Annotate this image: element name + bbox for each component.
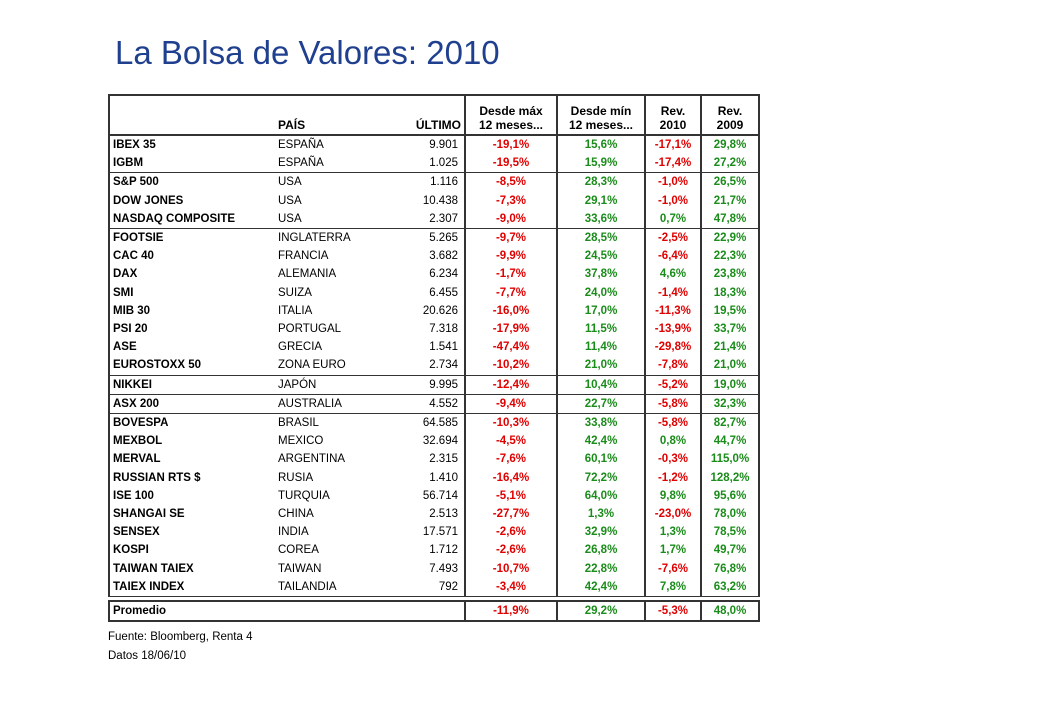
country-cell: TAILANDIA: [275, 578, 391, 597]
value-cell: -5,8%: [645, 414, 701, 433]
value-cell: 0,7%: [645, 210, 701, 229]
country-cell: USA: [278, 176, 302, 189]
table-row: [109, 320, 759, 338]
country-cell: USA: [275, 210, 391, 229]
value-cell: -16,4%: [465, 469, 557, 487]
footnotes: [108, 628, 252, 666]
last-value-cell: 2.513: [429, 508, 458, 521]
value-cell: 44,7%: [701, 432, 759, 450]
country-cell: BRASIL: [278, 417, 319, 430]
value-cell: 29,1%: [557, 192, 645, 210]
empty-cell: [275, 601, 391, 621]
table-row: [109, 469, 759, 487]
table-row: [109, 432, 759, 450]
table-row: [109, 375, 759, 394]
value-cell: -9,9%: [465, 247, 557, 265]
table-row: [109, 210, 759, 229]
table-row: [109, 394, 759, 413]
value-cell: 11,5%: [557, 320, 645, 338]
country-cell: TAIWAN: [278, 562, 322, 575]
value-cell: 22,9%: [701, 229, 759, 248]
index-name-cell: RUSSIAN RTS $: [109, 469, 275, 487]
value-cell: -8,5%: [465, 173, 557, 192]
value-cell: -10,2%: [465, 356, 557, 375]
value-cell: -19,5%: [465, 154, 557, 173]
last-value-cell: 4.552: [391, 394, 465, 413]
index-name-cell: PSI 20: [109, 320, 275, 338]
value-cell: -29,8%: [645, 338, 701, 356]
value-cell: -23,0%: [645, 505, 701, 523]
value-cell: -12,4%: [465, 375, 557, 394]
stock-index-table: [108, 94, 760, 622]
country-cell: SUIZA: [278, 286, 312, 299]
value-cell: 21,0%: [701, 356, 759, 375]
value-cell: 21,4%: [701, 338, 759, 356]
index-name-cell: SMI: [109, 284, 275, 302]
value-cell: 29,2%: [557, 601, 645, 621]
value-cell: 115,0%: [701, 450, 759, 468]
value-cell: 22,7%: [557, 394, 645, 413]
value-cell: 11,4%: [557, 338, 645, 356]
index-name-cell: ASE: [109, 338, 275, 356]
table-row: [109, 505, 759, 523]
country-cell: ALEMANIA: [278, 268, 337, 281]
value-cell: -1,0%: [645, 173, 701, 192]
value-cell: 1,7%: [645, 541, 701, 559]
average-row: [109, 601, 759, 621]
last-value-cell: 7.493: [429, 562, 458, 575]
value-cell: 78,0%: [701, 505, 759, 523]
country-cell: INGLATERRA: [278, 232, 351, 245]
value-cell: -4,5%: [465, 432, 557, 450]
average-label-cell: Promedio: [109, 601, 275, 621]
value-cell: 49,7%: [701, 541, 759, 559]
header-desde-max: Desde máx 12 meses...: [465, 95, 557, 135]
source-note: Fuente: Bloomberg, Renta 4: [108, 631, 253, 643]
country-cell: ESPAÑA: [275, 154, 391, 173]
last-value-cell: 9.901: [429, 139, 458, 151]
value-cell: -2,6%: [465, 541, 557, 559]
value-cell: 18,3%: [701, 284, 759, 302]
value-cell: 0,8%: [645, 432, 701, 450]
last-value-cell: 1.541: [429, 341, 458, 354]
value-cell: 15,6%: [557, 135, 645, 154]
value-cell: 23,8%: [701, 265, 759, 283]
date-note: Datos 18/06/10: [108, 650, 187, 662]
table-row: [109, 560, 759, 578]
value-cell: -9,7%: [465, 229, 557, 248]
value-cell: 128,2%: [701, 469, 759, 487]
value-cell: 26,5%: [701, 173, 759, 192]
value-cell: -17,9%: [465, 320, 557, 338]
table-row: [109, 578, 759, 597]
value-cell: -47,4%: [465, 338, 557, 356]
index-name-cell: MEXBOL: [109, 432, 275, 450]
table-row: [109, 265, 759, 283]
last-value-cell: 792: [391, 578, 465, 597]
value-cell: -11,3%: [645, 302, 701, 320]
header-ultimo: ÚLTIMO: [391, 95, 465, 135]
value-cell: 17,0%: [557, 302, 645, 320]
value-cell: -17,4%: [645, 154, 701, 173]
index-name-cell: NASDAQ COMPOSITE: [109, 210, 275, 229]
table-row: [109, 414, 759, 433]
last-value-cell: 1.712: [429, 544, 458, 557]
value-cell: 29,8%: [701, 135, 759, 154]
index-name-cell: SENSEX: [109, 523, 275, 541]
country-cell: CHINA: [278, 508, 314, 521]
value-cell: -5,1%: [465, 487, 557, 505]
index-name-cell: SHANGAI SE: [109, 505, 275, 523]
table-row: [109, 450, 759, 468]
header-pais: PAÍS: [275, 95, 391, 135]
value-cell: -6,4%: [645, 247, 701, 265]
table-row: [109, 135, 759, 154]
value-cell: -16,0%: [465, 302, 557, 320]
index-name-cell: IBEX 35: [109, 135, 275, 154]
table-row: [109, 302, 759, 320]
last-value-cell: 1.025: [391, 154, 465, 173]
value-cell: 48,0%: [701, 601, 759, 621]
value-cell: 9,8%: [645, 487, 701, 505]
table-row: [109, 154, 759, 173]
value-cell: -5,3%: [645, 601, 701, 621]
value-cell: 22,3%: [701, 247, 759, 265]
index-name-cell: TAIEX INDEX: [109, 578, 275, 597]
value-cell: 60,1%: [557, 450, 645, 468]
header-desde-min: Desde mín 12 meses...: [557, 95, 645, 135]
value-cell: -10,7%: [465, 560, 557, 578]
value-cell: 42,4%: [557, 432, 645, 450]
value-cell: 95,6%: [701, 487, 759, 505]
value-cell: 33,8%: [557, 414, 645, 433]
value-cell: 32,9%: [557, 523, 645, 541]
index-name-cell: KOSPI: [109, 541, 275, 559]
value-cell: -11,9%: [465, 601, 557, 621]
value-cell: 42,4%: [557, 578, 645, 597]
value-cell: -2,5%: [645, 229, 701, 248]
value-cell: 33,7%: [701, 320, 759, 338]
last-value-cell: 1.410: [429, 471, 458, 484]
value-cell: 26,8%: [557, 541, 645, 559]
last-value-cell: 17.571: [422, 526, 458, 539]
value-cell: 72,2%: [557, 469, 645, 487]
value-cell: -9,0%: [465, 210, 557, 229]
table-row: [109, 173, 759, 192]
country-cell: ZONA EURO: [275, 356, 391, 375]
value-cell: 78,5%: [701, 523, 759, 541]
header-index: [109, 95, 275, 135]
country-cell: MEXICO: [278, 435, 324, 448]
table-row: [109, 192, 759, 210]
index-name-cell: EUROSTOXX 50: [109, 356, 275, 375]
country-cell: TURQUIA: [278, 489, 330, 502]
last-value-cell: 20.626: [422, 304, 458, 317]
value-cell: 28,5%: [557, 229, 645, 248]
table-row: [109, 541, 759, 559]
index-name-cell: CAC 40: [109, 247, 275, 265]
page-title: La Bolsa de Valores: 2010: [115, 34, 500, 71]
country-cell: PORTUGAL: [278, 323, 342, 336]
value-cell: 19,0%: [701, 375, 759, 394]
last-value-cell: 3.682: [429, 250, 458, 263]
index-name-cell: FOOTSIE: [109, 229, 275, 248]
country-cell: ARGENTINA: [278, 453, 346, 466]
header-rev-2009: Rev. 2009: [701, 95, 759, 135]
last-value-cell: 10.438: [422, 194, 458, 207]
index-name-cell: MERVAL: [109, 450, 275, 468]
value-cell: 63,2%: [701, 578, 759, 597]
value-cell: -13,9%: [645, 320, 701, 338]
value-cell: -2,6%: [465, 523, 557, 541]
last-value-cell: 64.585: [422, 417, 458, 430]
last-value-cell: 6.455: [429, 286, 458, 299]
value-cell: 7,8%: [645, 578, 701, 597]
value-cell: -7,7%: [465, 284, 557, 302]
index-name-cell: DOW JONES: [109, 192, 275, 210]
stock-table-container: [108, 94, 758, 622]
value-cell: 1,3%: [645, 523, 701, 541]
value-cell: -1,2%: [645, 469, 701, 487]
value-cell: -7,8%: [645, 356, 701, 375]
empty-cell: [391, 601, 465, 621]
index-name-cell: IGBM: [109, 154, 275, 173]
last-value-cell: 7.318: [429, 323, 458, 336]
table-row: [109, 487, 759, 505]
country-cell: INDIA: [278, 526, 309, 539]
index-name-cell: ASX 200: [109, 394, 275, 413]
country-cell: ITALIA: [278, 304, 313, 317]
table-row: [109, 338, 759, 356]
value-cell: -9,4%: [465, 394, 557, 413]
value-cell: -17,1%: [645, 135, 701, 154]
index-name-cell: DAX: [109, 265, 275, 283]
index-name-cell: BOVESPA: [109, 414, 275, 433]
table-row: [109, 229, 759, 248]
value-cell: 21,0%: [557, 356, 645, 375]
last-value-cell: 1.116: [430, 176, 458, 189]
table-row: [109, 523, 759, 541]
last-value-cell: 5.265: [429, 232, 458, 245]
country-cell: ESPAÑA: [278, 139, 324, 151]
index-name-cell: S&P 500: [109, 173, 275, 192]
value-cell: 4,6%: [645, 265, 701, 283]
last-value-cell: 6.234: [429, 268, 458, 281]
last-value-cell: 56.714: [422, 489, 458, 502]
index-name-cell: MIB 30: [109, 302, 275, 320]
value-cell: -7,6%: [645, 560, 701, 578]
country-cell: JAPÓN: [275, 375, 391, 394]
value-cell: -19,1%: [465, 135, 557, 154]
index-name-cell: NIKKEI: [109, 375, 275, 394]
value-cell: 64,0%: [557, 487, 645, 505]
value-cell: 33,6%: [557, 210, 645, 229]
value-cell: 19,5%: [701, 302, 759, 320]
value-cell: 22,8%: [557, 560, 645, 578]
value-cell: -10,3%: [465, 414, 557, 433]
table-row: [109, 356, 759, 375]
value-cell: 15,9%: [557, 154, 645, 173]
last-value-cell: 2.734: [391, 356, 465, 375]
table-header: [109, 95, 759, 135]
value-cell: -1,4%: [645, 284, 701, 302]
value-cell: 1,3%: [557, 505, 645, 523]
country-cell: GRECIA: [278, 341, 323, 354]
country-cell: AUSTRALIA: [275, 394, 391, 413]
value-cell: -1,0%: [645, 192, 701, 210]
value-cell: -27,7%: [465, 505, 557, 523]
value-cell: 47,8%: [701, 210, 759, 229]
value-cell: 32,3%: [701, 394, 759, 413]
value-cell: -1,7%: [465, 265, 557, 283]
value-cell: 24,0%: [557, 284, 645, 302]
value-cell: 27,2%: [701, 154, 759, 173]
value-cell: 37,8%: [557, 265, 645, 283]
table-row: [109, 247, 759, 265]
country-cell: RUSIA: [278, 471, 314, 484]
last-value-cell: 32.694: [422, 435, 458, 448]
value-cell: -5,2%: [645, 375, 701, 394]
value-cell: -5,8%: [645, 394, 701, 413]
value-cell: -7,6%: [465, 450, 557, 468]
index-name-cell: ISE 100: [109, 487, 275, 505]
value-cell: 24,5%: [557, 247, 645, 265]
header-rev-2010: Rev. 2010: [645, 95, 701, 135]
value-cell: 82,7%: [701, 414, 759, 433]
value-cell: -0,3%: [645, 450, 701, 468]
value-cell: 76,8%: [701, 560, 759, 578]
value-cell: 21,7%: [701, 192, 759, 210]
last-value-cell: 2.307: [391, 210, 465, 229]
last-value-cell: 2.315: [429, 453, 458, 466]
table-body: [109, 135, 759, 621]
country-cell: FRANCIA: [278, 250, 329, 263]
value-cell: -3,4%: [465, 578, 557, 597]
country-cell: COREA: [278, 544, 319, 557]
table-row: [109, 284, 759, 302]
index-name-cell: TAIWAN TAIEX: [109, 560, 275, 578]
country-cell: USA: [278, 194, 302, 207]
last-value-cell: 9.995: [391, 375, 465, 394]
value-cell: -7,3%: [465, 192, 557, 210]
value-cell: 10,4%: [557, 375, 645, 394]
value-cell: 28,3%: [557, 173, 645, 192]
